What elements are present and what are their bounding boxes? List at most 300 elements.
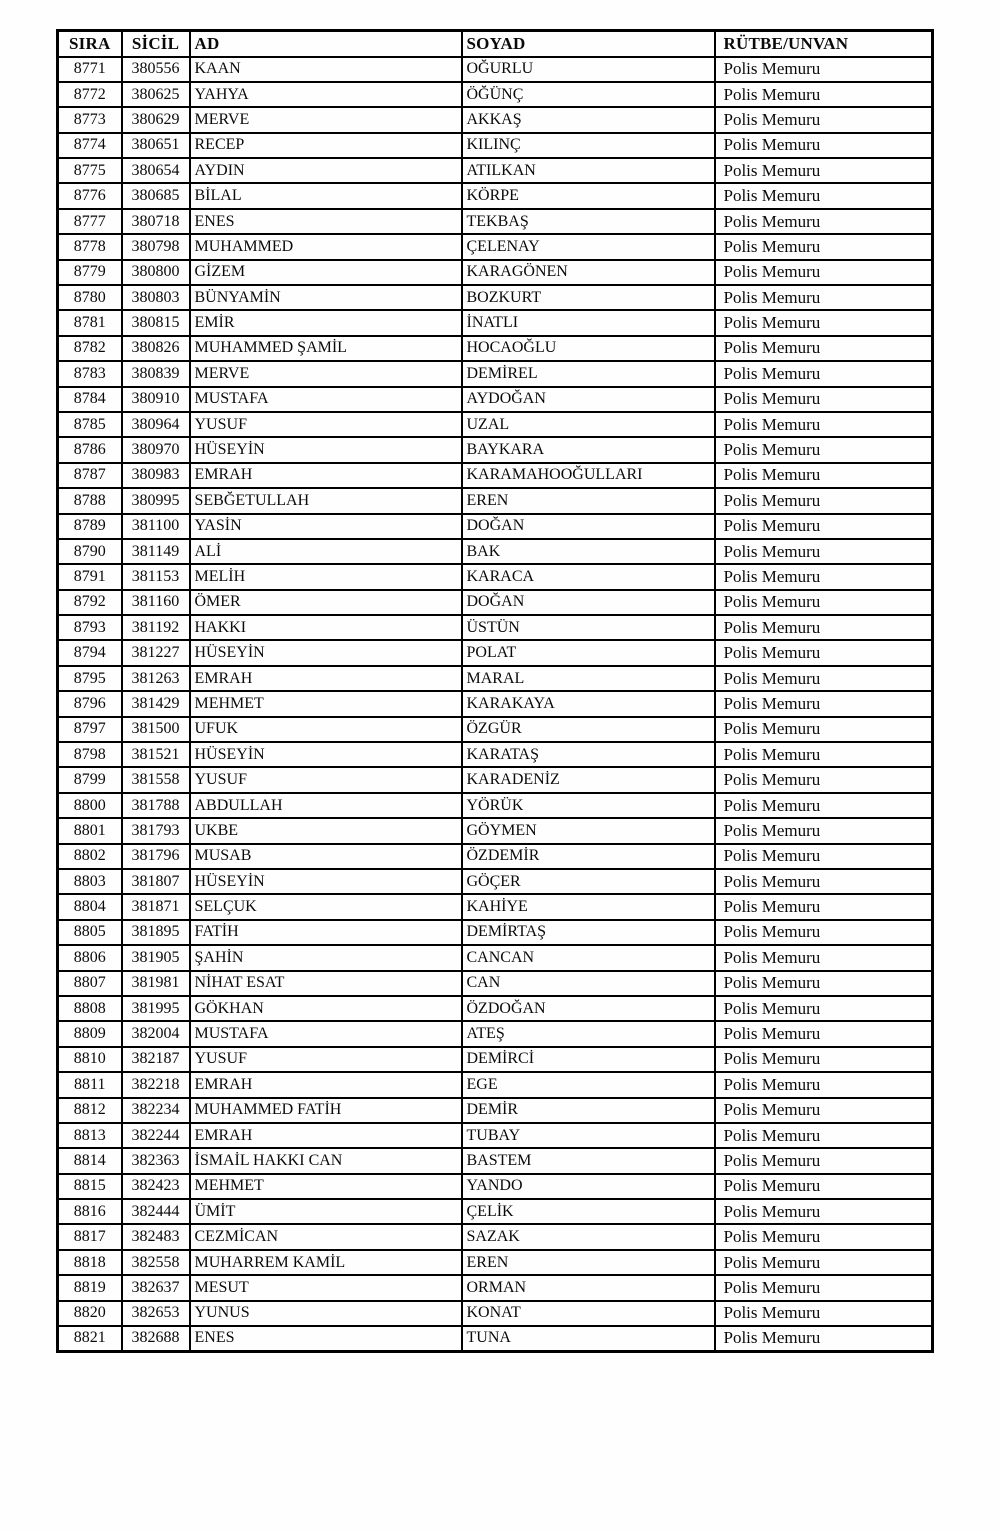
cell-sicil: 381788 xyxy=(122,793,190,818)
table-row xyxy=(58,818,933,843)
cell-sira: 8805 xyxy=(58,920,122,945)
cell-ad: MERVE xyxy=(190,361,462,386)
cell-sicil: 381153 xyxy=(122,564,190,589)
cell-sira: 8794 xyxy=(58,640,122,665)
cell-rutbe: Polis Memuru xyxy=(715,387,933,412)
column-header-soyad: SOYAD xyxy=(462,31,715,57)
table-row xyxy=(58,82,933,107)
cell-soyad: UZAL xyxy=(462,412,715,437)
table-row xyxy=(58,133,933,158)
cell-ad: MUHARREM KAMİL xyxy=(190,1250,462,1275)
cell-sira: 8783 xyxy=(58,361,122,386)
cell-rutbe: Polis Memuru xyxy=(715,539,933,564)
cell-soyad: OĞURLU xyxy=(462,57,715,82)
cell-rutbe: Polis Memuru xyxy=(715,234,933,259)
cell-sicil: 380815 xyxy=(122,310,190,335)
cell-rutbe: Polis Memuru xyxy=(715,361,933,386)
cell-soyad: ÖZDOĞAN xyxy=(462,996,715,1021)
cell-ad: YUNUS xyxy=(190,1301,462,1326)
table-row xyxy=(58,1047,933,1072)
cell-ad: AYDIN xyxy=(190,158,462,183)
cell-soyad: EGE xyxy=(462,1072,715,1097)
cell-soyad: KAHİYE xyxy=(462,894,715,919)
cell-sira: 8804 xyxy=(58,894,122,919)
cell-ad: EMRAH xyxy=(190,1123,462,1148)
cell-sira: 8821 xyxy=(58,1326,122,1351)
cell-soyad: ATILKAN xyxy=(462,158,715,183)
cell-rutbe: Polis Memuru xyxy=(715,894,933,919)
cell-sicil: 381807 xyxy=(122,869,190,894)
table-row xyxy=(58,1275,933,1300)
cell-sira: 8795 xyxy=(58,666,122,691)
cell-ad: FATİH xyxy=(190,920,462,945)
cell-rutbe: Polis Memuru xyxy=(715,1047,933,1072)
cell-sicil: 380798 xyxy=(122,234,190,259)
cell-ad: SEBĞETULLAH xyxy=(190,488,462,513)
cell-sira: 8784 xyxy=(58,387,122,412)
cell-rutbe: Polis Memuru xyxy=(715,1326,933,1351)
cell-rutbe: Polis Memuru xyxy=(715,742,933,767)
cell-sira: 8803 xyxy=(58,869,122,894)
cell-ad: GİZEM xyxy=(190,260,462,285)
cell-sira: 8806 xyxy=(58,945,122,970)
table-row xyxy=(58,412,933,437)
cell-rutbe: Polis Memuru xyxy=(715,260,933,285)
table-row xyxy=(58,234,933,259)
table-row xyxy=(58,1072,933,1097)
cell-sira: 8796 xyxy=(58,691,122,716)
cell-soyad: DEMİRCİ xyxy=(462,1047,715,1072)
table-row xyxy=(58,361,933,386)
cell-rutbe: Polis Memuru xyxy=(715,1275,933,1300)
cell-sicil: 381521 xyxy=(122,742,190,767)
cell-rutbe: Polis Memuru xyxy=(715,437,933,462)
table-row xyxy=(58,564,933,589)
cell-sicil: 381149 xyxy=(122,539,190,564)
table-row xyxy=(58,1123,933,1148)
column-header-sicil: SİCİL xyxy=(122,31,190,57)
cell-ad: ABDULLAH xyxy=(190,793,462,818)
cell-sicil: 381905 xyxy=(122,945,190,970)
cell-sira: 8814 xyxy=(58,1148,122,1173)
cell-rutbe: Polis Memuru xyxy=(715,107,933,132)
cell-sicil: 382244 xyxy=(122,1123,190,1148)
cell-rutbe: Polis Memuru xyxy=(715,640,933,665)
cell-rutbe: Polis Memuru xyxy=(715,1174,933,1199)
cell-soyad: CANCAN xyxy=(462,945,715,970)
cell-soyad: TEKBAŞ xyxy=(462,209,715,234)
header-row xyxy=(58,31,933,57)
cell-sicil: 381793 xyxy=(122,818,190,843)
table-row xyxy=(58,514,933,539)
cell-sira: 8775 xyxy=(58,158,122,183)
cell-sira: 8807 xyxy=(58,971,122,996)
cell-sira: 8773 xyxy=(58,107,122,132)
cell-rutbe: Polis Memuru xyxy=(715,209,933,234)
cell-ad: UFUK xyxy=(190,717,462,742)
cell-ad: HÜSEYİN xyxy=(190,742,462,767)
cell-soyad: DEMİREL xyxy=(462,361,715,386)
cell-rutbe: Polis Memuru xyxy=(715,818,933,843)
table-row xyxy=(58,767,933,792)
table-row xyxy=(58,260,933,285)
cell-soyad: BAK xyxy=(462,539,715,564)
cell-ad: ALİ xyxy=(190,539,462,564)
cell-rutbe: Polis Memuru xyxy=(715,767,933,792)
table-row xyxy=(58,920,933,945)
cell-rutbe: Polis Memuru xyxy=(715,1148,933,1173)
cell-sira: 8817 xyxy=(58,1224,122,1249)
cell-sicil: 382444 xyxy=(122,1199,190,1224)
personnel-table xyxy=(56,29,934,1353)
cell-sicil: 380803 xyxy=(122,285,190,310)
table-row xyxy=(58,488,933,513)
cell-ad: BÜNYAMİN xyxy=(190,285,462,310)
cell-soyad: KARATAŞ xyxy=(462,742,715,767)
cell-rutbe: Polis Memuru xyxy=(715,691,933,716)
cell-rutbe: Polis Memuru xyxy=(715,971,933,996)
cell-soyad: TUNA xyxy=(462,1326,715,1351)
table-row xyxy=(58,590,933,615)
cell-rutbe: Polis Memuru xyxy=(715,1098,933,1123)
cell-sicil: 382688 xyxy=(122,1326,190,1351)
table-row xyxy=(58,183,933,208)
table-header xyxy=(58,31,933,57)
cell-sira: 8789 xyxy=(58,514,122,539)
cell-sira: 8790 xyxy=(58,539,122,564)
cell-sira: 8816 xyxy=(58,1199,122,1224)
cell-rutbe: Polis Memuru xyxy=(715,920,933,945)
table-row xyxy=(58,844,933,869)
cell-ad: ENES xyxy=(190,209,462,234)
cell-sira: 8774 xyxy=(58,133,122,158)
cell-ad: MEHMET xyxy=(190,691,462,716)
table-row xyxy=(58,742,933,767)
cell-rutbe: Polis Memuru xyxy=(715,1123,933,1148)
cell-rutbe: Polis Memuru xyxy=(715,945,933,970)
cell-ad: ŞAHİN xyxy=(190,945,462,970)
cell-rutbe: Polis Memuru xyxy=(715,1072,933,1097)
cell-sira: 8818 xyxy=(58,1250,122,1275)
cell-rutbe: Polis Memuru xyxy=(715,564,933,589)
cell-sicil: 382363 xyxy=(122,1148,190,1173)
cell-sira: 8777 xyxy=(58,209,122,234)
cell-soyad: MARAL xyxy=(462,666,715,691)
table-row xyxy=(58,1174,933,1199)
cell-soyad: AYDOĞAN xyxy=(462,387,715,412)
table-row xyxy=(58,615,933,640)
cell-sicil: 382483 xyxy=(122,1224,190,1249)
cell-rutbe: Polis Memuru xyxy=(715,285,933,310)
cell-sira: 8799 xyxy=(58,767,122,792)
table-row xyxy=(58,996,933,1021)
cell-ad: RECEP xyxy=(190,133,462,158)
cell-rutbe: Polis Memuru xyxy=(715,310,933,335)
cell-sicil: 380826 xyxy=(122,336,190,361)
cell-ad: YUSUF xyxy=(190,767,462,792)
cell-sicil: 381871 xyxy=(122,894,190,919)
cell-soyad: CAN xyxy=(462,971,715,996)
cell-ad: HAKKI xyxy=(190,615,462,640)
cell-rutbe: Polis Memuru xyxy=(715,514,933,539)
cell-sira: 8793 xyxy=(58,615,122,640)
column-header-ad: AD xyxy=(190,31,462,57)
cell-ad: EMRAH xyxy=(190,463,462,488)
cell-soyad: ÇELİK xyxy=(462,1199,715,1224)
cell-ad: ÖMER xyxy=(190,590,462,615)
cell-rutbe: Polis Memuru xyxy=(715,793,933,818)
cell-rutbe: Polis Memuru xyxy=(715,666,933,691)
cell-sicil: 381227 xyxy=(122,640,190,665)
cell-ad: BİLAL xyxy=(190,183,462,208)
cell-sira: 8781 xyxy=(58,310,122,335)
cell-soyad: DOĞAN xyxy=(462,590,715,615)
table-row xyxy=(58,869,933,894)
cell-sicil: 380685 xyxy=(122,183,190,208)
cell-soyad: BASTEM xyxy=(462,1148,715,1173)
cell-sira: 8791 xyxy=(58,564,122,589)
table-row xyxy=(58,666,933,691)
cell-rutbe: Polis Memuru xyxy=(715,488,933,513)
cell-soyad: İNATLI xyxy=(462,310,715,335)
cell-ad: GÖKHAN xyxy=(190,996,462,1021)
table-row xyxy=(58,1021,933,1046)
cell-soyad: BOZKURT xyxy=(462,285,715,310)
cell-ad: CEZMİCAN xyxy=(190,1224,462,1249)
table-row xyxy=(58,57,933,82)
table-row xyxy=(58,640,933,665)
cell-sira: 8813 xyxy=(58,1123,122,1148)
table-row xyxy=(58,945,933,970)
cell-ad: MEHMET xyxy=(190,1174,462,1199)
table-row xyxy=(58,310,933,335)
cell-rutbe: Polis Memuru xyxy=(715,183,933,208)
table-row xyxy=(58,209,933,234)
cell-rutbe: Polis Memuru xyxy=(715,717,933,742)
cell-sira: 8811 xyxy=(58,1072,122,1097)
cell-sicil: 380556 xyxy=(122,57,190,82)
cell-sicil: 382187 xyxy=(122,1047,190,1072)
table-body xyxy=(58,57,933,1352)
cell-soyad: AKKAŞ xyxy=(462,107,715,132)
table-row xyxy=(58,1301,933,1326)
cell-soyad: ORMAN xyxy=(462,1275,715,1300)
table-row xyxy=(58,1199,933,1224)
cell-ad: YASİN xyxy=(190,514,462,539)
cell-ad: HÜSEYİN xyxy=(190,869,462,894)
cell-sira: 8812 xyxy=(58,1098,122,1123)
column-header-sira: SIRA xyxy=(58,31,122,57)
cell-soyad: ÇELENAY xyxy=(462,234,715,259)
cell-ad: SELÇUK xyxy=(190,894,462,919)
cell-sira: 8820 xyxy=(58,1301,122,1326)
cell-sicil: 381160 xyxy=(122,590,190,615)
cell-sicil: 381500 xyxy=(122,717,190,742)
cell-rutbe: Polis Memuru xyxy=(715,1250,933,1275)
cell-rutbe: Polis Memuru xyxy=(715,1021,933,1046)
cell-rutbe: Polis Memuru xyxy=(715,463,933,488)
cell-sira: 8771 xyxy=(58,57,122,82)
cell-rutbe: Polis Memuru xyxy=(715,158,933,183)
cell-sicil: 380651 xyxy=(122,133,190,158)
table-row xyxy=(58,463,933,488)
cell-sira: 8800 xyxy=(58,793,122,818)
cell-sira: 8786 xyxy=(58,437,122,462)
cell-ad: YUSUF xyxy=(190,412,462,437)
cell-sicil: 381995 xyxy=(122,996,190,1021)
cell-ad: MUHAMMED ŞAMİL xyxy=(190,336,462,361)
table-row xyxy=(58,793,933,818)
cell-sira: 8778 xyxy=(58,234,122,259)
cell-ad: HÜSEYİN xyxy=(190,437,462,462)
cell-rutbe: Polis Memuru xyxy=(715,1301,933,1326)
cell-soyad: KARAGÖNEN xyxy=(462,260,715,285)
cell-sira: 8797 xyxy=(58,717,122,742)
cell-ad: YUSUF xyxy=(190,1047,462,1072)
cell-rutbe: Polis Memuru xyxy=(715,57,933,82)
cell-sicil: 381895 xyxy=(122,920,190,945)
table-row xyxy=(58,691,933,716)
cell-sicil: 382637 xyxy=(122,1275,190,1300)
cell-soyad: EREN xyxy=(462,1250,715,1275)
cell-sira: 8788 xyxy=(58,488,122,513)
cell-rutbe: Polis Memuru xyxy=(715,336,933,361)
cell-sicil: 381263 xyxy=(122,666,190,691)
cell-soyad: ATEŞ xyxy=(462,1021,715,1046)
table-row xyxy=(58,437,933,462)
cell-ad: YAHYA xyxy=(190,82,462,107)
cell-ad: HÜSEYİN xyxy=(190,640,462,665)
cell-sira: 8787 xyxy=(58,463,122,488)
cell-sira: 8782 xyxy=(58,336,122,361)
cell-sicil: 380995 xyxy=(122,488,190,513)
cell-sira: 8780 xyxy=(58,285,122,310)
cell-sicil: 382004 xyxy=(122,1021,190,1046)
table-row xyxy=(58,971,933,996)
cell-sicil: 381981 xyxy=(122,971,190,996)
cell-soyad: KÖRPE xyxy=(462,183,715,208)
table-row xyxy=(58,1224,933,1249)
cell-ad: MUSTAFA xyxy=(190,1021,462,1046)
table-row xyxy=(58,285,933,310)
cell-sicil: 381429 xyxy=(122,691,190,716)
cell-soyad: KARAMAHOOĞULLARI xyxy=(462,463,715,488)
cell-rutbe: Polis Memuru xyxy=(715,844,933,869)
cell-ad: MUSAB xyxy=(190,844,462,869)
cell-sicil: 382558 xyxy=(122,1250,190,1275)
cell-sira: 8776 xyxy=(58,183,122,208)
cell-sicil: 380964 xyxy=(122,412,190,437)
table-row xyxy=(58,387,933,412)
table-row xyxy=(58,539,933,564)
cell-sira: 8815 xyxy=(58,1174,122,1199)
cell-sira: 8798 xyxy=(58,742,122,767)
cell-soyad: KARADENİZ xyxy=(462,767,715,792)
cell-ad: EMİR xyxy=(190,310,462,335)
cell-soyad: DEMİRTAŞ xyxy=(462,920,715,945)
cell-sicil: 382423 xyxy=(122,1174,190,1199)
cell-soyad: ÖĞÜNÇ xyxy=(462,82,715,107)
cell-rutbe: Polis Memuru xyxy=(715,615,933,640)
cell-sira: 8802 xyxy=(58,844,122,869)
cell-soyad: SAZAK xyxy=(462,1224,715,1249)
cell-soyad: ÖZGÜR xyxy=(462,717,715,742)
cell-ad: EMRAH xyxy=(190,1072,462,1097)
cell-soyad: YANDO xyxy=(462,1174,715,1199)
cell-sicil: 380718 xyxy=(122,209,190,234)
cell-sicil: 381192 xyxy=(122,615,190,640)
cell-ad: MELİH xyxy=(190,564,462,589)
cell-rutbe: Polis Memuru xyxy=(715,412,933,437)
cell-ad: MESUT xyxy=(190,1275,462,1300)
table-row xyxy=(58,1326,933,1351)
cell-soyad: EREN xyxy=(462,488,715,513)
cell-rutbe: Polis Memuru xyxy=(715,1224,933,1249)
cell-rutbe: Polis Memuru xyxy=(715,1199,933,1224)
cell-ad: MUSTAFA xyxy=(190,387,462,412)
cell-soyad: HOCAOĞLU xyxy=(462,336,715,361)
cell-sira: 8809 xyxy=(58,1021,122,1046)
cell-sicil: 382234 xyxy=(122,1098,190,1123)
cell-sicil: 382218 xyxy=(122,1072,190,1097)
cell-sira: 8772 xyxy=(58,82,122,107)
cell-soyad: BAYKARA xyxy=(462,437,715,462)
cell-ad: NİHAT ESAT xyxy=(190,971,462,996)
cell-sicil: 381558 xyxy=(122,767,190,792)
table-row xyxy=(58,1148,933,1173)
cell-sira: 8779 xyxy=(58,260,122,285)
cell-sicil: 380800 xyxy=(122,260,190,285)
cell-rutbe: Polis Memuru xyxy=(715,996,933,1021)
cell-rutbe: Polis Memuru xyxy=(715,82,933,107)
table-row xyxy=(58,158,933,183)
cell-sicil: 380970 xyxy=(122,437,190,462)
cell-sicil: 380910 xyxy=(122,387,190,412)
cell-soyad: GÖYMEN xyxy=(462,818,715,843)
cell-soyad: POLAT xyxy=(462,640,715,665)
cell-ad: ENES xyxy=(190,1326,462,1351)
cell-sira: 8808 xyxy=(58,996,122,1021)
cell-soyad: TUBAY xyxy=(462,1123,715,1148)
cell-soyad: GÖÇER xyxy=(462,869,715,894)
table-row xyxy=(58,107,933,132)
cell-rutbe: Polis Memuru xyxy=(715,133,933,158)
cell-soyad: ÜSTÜN xyxy=(462,615,715,640)
cell-sira: 8819 xyxy=(58,1275,122,1300)
cell-ad: İSMAİL HAKKI CAN xyxy=(190,1148,462,1173)
cell-sicil: 382653 xyxy=(122,1301,190,1326)
cell-ad: EMRAH xyxy=(190,666,462,691)
table-row xyxy=(58,717,933,742)
column-header-rutbe: RÜTBE/UNVAN xyxy=(715,31,933,57)
cell-soyad: DOĞAN xyxy=(462,514,715,539)
cell-soyad: KILINÇ xyxy=(462,133,715,158)
cell-sicil: 380983 xyxy=(122,463,190,488)
cell-soyad: KONAT xyxy=(462,1301,715,1326)
cell-sicil: 380629 xyxy=(122,107,190,132)
cell-rutbe: Polis Memuru xyxy=(715,590,933,615)
cell-ad: UKBE xyxy=(190,818,462,843)
cell-ad: KAAN xyxy=(190,57,462,82)
cell-sicil: 381796 xyxy=(122,844,190,869)
cell-soyad: KARACA xyxy=(462,564,715,589)
cell-soyad: YÖRÜK xyxy=(462,793,715,818)
table-row xyxy=(58,894,933,919)
cell-sira: 8792 xyxy=(58,590,122,615)
cell-sicil: 380654 xyxy=(122,158,190,183)
cell-sicil: 381100 xyxy=(122,514,190,539)
cell-soyad: DEMİR xyxy=(462,1098,715,1123)
